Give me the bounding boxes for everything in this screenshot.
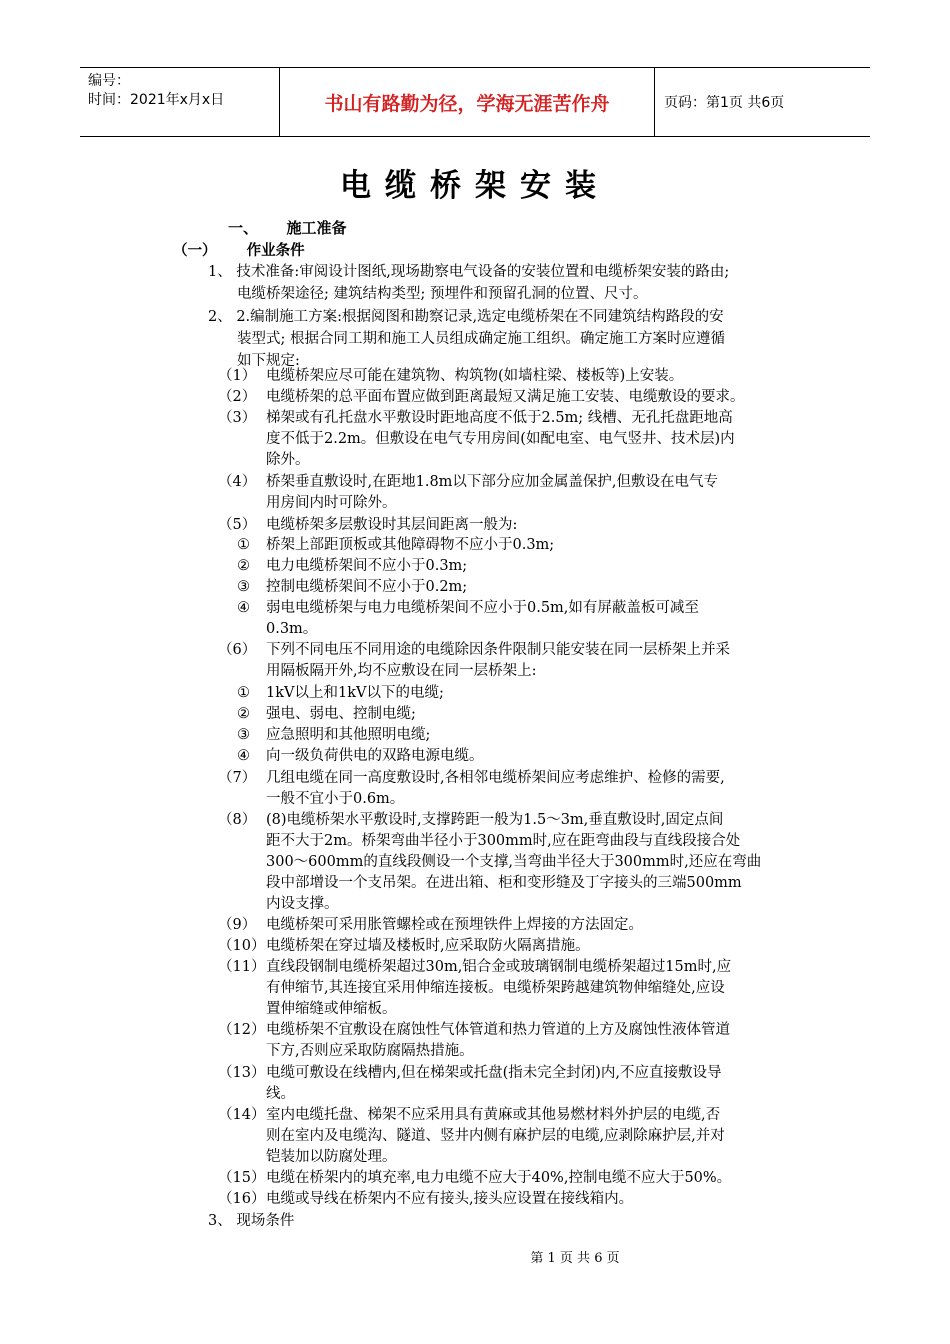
item-number: （7） [218,770,257,786]
item-text: 装型式; 根据合同工期和施工人员组成确定施工组织。确定施工方案时应遵循 [237,331,725,347]
document-title: 电缆桥架安装 [340,168,610,204]
item-number: （9） [218,917,257,933]
item-text: 直线段钢制电缆桥架超过30m,铝合金或玻璃钢制电缆桥架超过15m时,应 [266,959,732,975]
item-text: 3、 现场条件 [208,1213,295,1229]
item-text: 电缆或导线在桥架内不应有接头,接头应设置在接线箱内。 [266,1191,634,1207]
item-text: 电缆桥架在穿过墙及楼板时,应采取防火隔离措施。 [266,938,590,954]
item-text: 度不低于2.2m。但敷设在电气专用房间(如配电室、电气竖井、技术层)内 [266,431,735,447]
item-text: 电缆可敷设在线槽内,但在梯架或托盘(指未完全封闭)内,不应直接敷设导 [266,1065,722,1081]
item-text: 弱电电缆桥架与电力电缆桥架间不应小于0.5m,如有屏蔽盖板可减至 [266,600,699,616]
item-text: 几组电缆在同一高度敷设时,各相邻电缆桥架间应考虑维护、检修的需要, [266,770,725,786]
item-number: （10） [218,938,266,954]
item-text: 桥架垂直敷设时,在距地1.8m以下部分应加金属盖保护,但敷设在电气专 [266,474,719,490]
item-text: 电缆桥架途径; 建筑结构类型; 预埋件和预留孔洞的位置、尺寸。 [237,286,648,302]
item-text: 内设支撑。 [266,896,339,912]
item-text: 则在室内及电缆沟、隧道、竖井内侧有麻护层的电缆,应剥除麻护层,并对 [266,1128,725,1144]
item-text: 电力电缆桥架间不应小于0.3m; [266,558,468,574]
section-heading [228,218,347,238]
item-text: 距不大于2m。桥架弯曲半径小于300mm时,应在距弯曲段与直线段接合处 [266,833,741,849]
item-text: 控制电缆桥架间不应小于0.2m; [266,579,468,595]
item-text: (8)电缆桥架水平敷设时,支撑跨距一般为1.5～3m,垂直敷设时,固定点间 [266,812,724,828]
item-text: 电缆桥架应尽可能在建筑物、构筑物(如墙柱梁、楼板等)上安装。 [266,368,684,384]
item-text: 向一级负荷供电的双路电源电缆。 [266,748,484,764]
header-meta [80,68,280,136]
item-number: （4） [218,474,257,490]
doc-number-label: 编号： [88,73,130,89]
item-text: 1、 技术准备:审阅设计图纸,现场勘察电气设备的安装位置和电缆桥架安装的路由; [208,264,730,280]
item-text: 电缆桥架不宜敷设在腐蚀性气体管道和热力管道的上方及腐蚀性液体管道 [266,1022,730,1038]
section-number: 一、 [228,219,259,237]
item-text: 应急照明和其他照明电缆; [266,727,431,743]
item-number: ② [237,558,250,574]
item-text: 段中部增设一个支吊架。在进出箱、柜和变形缝及丁字接头的三端500mm [266,875,742,891]
doc-date-label: 时间：2021年x月x日 [88,92,225,108]
item-number: （16） [218,1191,266,1207]
item-text: 除外。 [266,452,310,468]
item-text: 室内电缆托盘、梯架不应采用具有黄麻或其他易燃材料外护层的电缆,否 [266,1107,721,1123]
item-text: 如下规定: [237,353,300,369]
page-header [80,67,870,137]
item-number: ① [237,685,250,701]
item-text: 桥架上部距顶板或其他障碍物不应小于0.3m; [266,537,555,553]
subsection-title: 作业条件 [246,243,305,259]
item-text: 线。 [266,1086,295,1102]
item-text: 有伸缩节,其连接宜采用伸缩连接板。电缆桥架跨越建筑物伸缩缝处,应设 [266,980,725,996]
item-text: 铠装加以防腐处理。 [266,1149,397,1165]
item-number: （11） [218,959,266,975]
item-text: 一般不宜小于0.6m。 [266,791,405,807]
item-text: 梯架或有孔托盘水平敷设时距地高度不低于2.5m; 线槽、无孔托盘距地高 [266,410,733,426]
item-text: 电缆桥架的总平面布置应做到距离最短又满足施工安装、电缆敷设的要求。 [266,389,745,405]
item-text: 下方,否则应采取防腐隔热措施。 [266,1043,474,1059]
item-number: ① [237,537,250,553]
item-number: （15） [218,1170,266,1186]
item-text: 电缆在桥架内的填充率,电力电缆不应大于40%,控制电缆不应大于50%。 [266,1170,732,1186]
item-number: ④ [237,748,250,764]
item-number: （12） [218,1022,266,1038]
item-text: 用隔板隔开外,均不应敷设在同一层桥架上: [266,663,537,679]
item-number: （13） [218,1065,266,1081]
item-text: 置伸缩缝或伸缩板。 [266,1001,397,1017]
item-text: 电缆桥架可采用胀管螺栓或在预埋铁件上焊接的方法固定。 [266,917,643,933]
item-number: ③ [237,727,250,743]
item-number: （2） [218,389,257,405]
item-number: （3） [218,410,257,426]
page-footer: 第 1 页 共 6 页 [530,1251,620,1266]
item-text: 电缆桥架多层敷设时其层间距离一般为: [266,517,518,533]
subsection-number: （一） [173,243,217,259]
section-title: 施工准备 [286,219,347,237]
item-number: （8） [218,812,257,828]
item-number: （6） [218,642,257,658]
header-page-label: 页码：第1页 共6页 [664,95,785,111]
item-text: 用房间内时可除外。 [266,495,397,511]
item-text: 0.3m。 [266,621,318,637]
item-number: ② [237,706,250,722]
subsection-heading [173,241,305,261]
item-text: 2、 2.编制施工方案:根据阅图和勘察记录,选定电缆桥架在不同建筑结构路段的安 [208,309,724,325]
item-number: （5） [218,517,257,533]
header-motto: 书山有路勤为径，学海无涯苦作舟 [280,68,655,136]
item-number: （1） [218,368,257,384]
item-text: 下列不同电压不同用途的电缆除因条件限制只能安装在同一层桥架上并采 [266,642,730,658]
item-text: 1kV以上和1kV以下的电缆; [266,685,444,701]
item-number: （14） [218,1107,266,1123]
item-text: 强电、弱电、控制电缆; [266,706,416,722]
item-number: ④ [237,600,250,616]
item-text: 300～600mm的直线段侧设一个支撑,当弯曲半径大于300mm时,还应在弯曲 [266,854,762,870]
item-number: ③ [237,579,250,595]
